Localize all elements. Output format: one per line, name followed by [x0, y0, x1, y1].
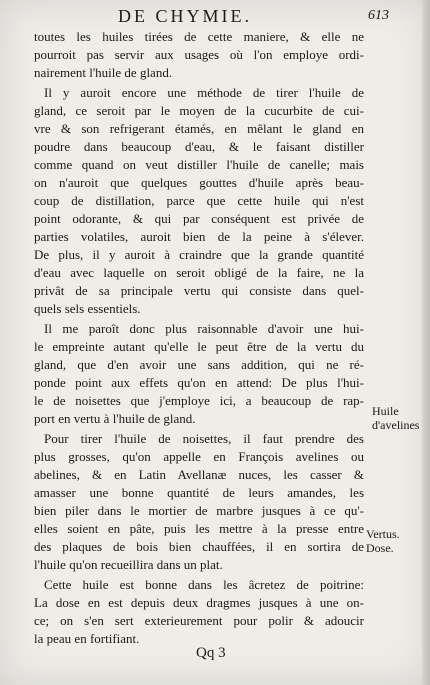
text-line: nairement l'huile de gland. [34, 65, 173, 80]
text-line: De plus, il y auroit à craindre que la grande quantité [34, 247, 364, 262]
marginal-note-line: Huile [372, 404, 399, 418]
text-line: Il me paroît donc plus raisonnable d'avoir une hui- [44, 321, 364, 336]
text-line: on n'auroit que quelques gouttes d'huile après beau- [34, 175, 364, 190]
marginal-note-line: d'avelines [372, 418, 420, 432]
text-line: la peau en fortifiant. [34, 631, 140, 646]
text-line: amasser une bonne quantité de leurs amandes, les [34, 485, 364, 500]
text-line: l'huile qu'on recueillira dans un plat. [34, 557, 223, 572]
text-line: toutes les huiles tirées de cette maniere, & elle ne [34, 29, 364, 44]
page-edge [422, 0, 430, 685]
text-line: point odorante, & qui par conséquent est privée de [34, 211, 364, 226]
paragraph [34, 430, 364, 574]
text-line: bien piler dans le mortier de marbre jusques à ce qu'- [34, 503, 364, 518]
body-text [34, 28, 364, 650]
paragraph [34, 84, 364, 318]
paragraph [34, 320, 364, 428]
page-number: 613 [368, 8, 389, 23]
running-head [0, 6, 430, 28]
marginal-note-line: Dose. [366, 541, 394, 555]
paragraph [34, 576, 364, 648]
text-line: poudre dans beaucoup d'eau, & le faisant distiller [34, 139, 364, 154]
text-line: La dose en est depuis deux dragmes jusques à une on- [34, 595, 364, 610]
marginal-note-vertus-dose [366, 527, 426, 555]
signature-mark: Qq 3 [196, 645, 226, 661]
text-line: gland, que d'en avoir une sans addition, qui ne ré- [34, 357, 364, 372]
text-line: des plaques de bois bien chauffées, il en sortira de [34, 539, 364, 554]
text-line: Il y auroit encore une méthode de tirer l'huile de [44, 85, 364, 100]
text-line: pourroit pas servir aux usages où l'on employe ordi- [34, 47, 364, 62]
text-line: ponde point aux effets qu'on en attend: De plus l'hui- [34, 375, 364, 390]
marginal-note-line: Vertus. [366, 527, 400, 541]
text-line: abelines, & en Latin Avellanæ nuces, les casser & [34, 467, 364, 482]
text-line: coup de distillation, parce que cette huile qui n'est [34, 193, 364, 208]
text-line: Cette huile est bonne dans les âcretez de poitrine: [44, 577, 364, 592]
running-title: DE CHYMIE. [118, 6, 252, 26]
text-line: ce; on s'en sert exterieurement pour polir & adoucir [34, 613, 364, 628]
text-line: plus grosses, qu'on appelle en François avelines ou [34, 449, 364, 464]
text-line: parties volatiles, auroit bien de la peine à s'élever. [34, 229, 364, 244]
text-line: vre & son refrigerant étamés, en mêlant le gland en [34, 121, 364, 136]
text-line: Pour tirer l'huile de noisettes, il faut prendre des [44, 431, 364, 446]
text-line: elles soient en pâte, puis les mettre à la presse entre [34, 521, 364, 536]
text-line: privât de sa principale vertu qui consiste dans quel- [34, 283, 364, 298]
text-line: le empreinte autant qu'elle le peut être de la vertu du [34, 339, 364, 354]
text-line: comme quand on veut distiller l'huile de canelle; mais [34, 157, 364, 172]
paragraph [34, 28, 364, 82]
text-line: quels sels essentiels. [34, 301, 141, 316]
marginal-note-huile-davelines [372, 404, 428, 432]
text-line: port en vertu à l'huile de gland. [34, 411, 196, 426]
text-line: gland, ce seroit par le moyen de la cucurbite de cui- [34, 103, 364, 118]
text-line: le de noisettes que j'employe ici, a beaucoup de rap- [34, 393, 364, 408]
text-line: d'eau avec laquelle on seroit obligé de la faire, ne la [34, 265, 364, 280]
